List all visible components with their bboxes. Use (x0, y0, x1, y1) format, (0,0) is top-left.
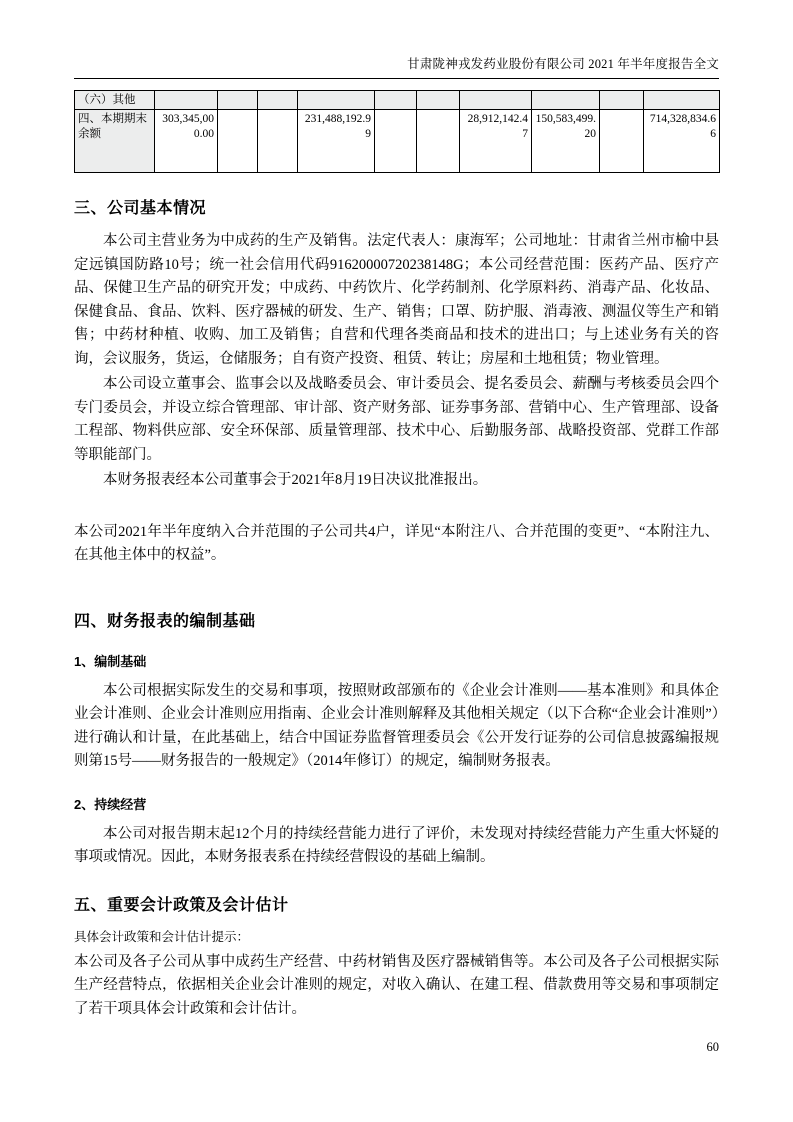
section-heading-basis-of-preparation: 四、财务报表的编制基础 (74, 612, 256, 630)
table-cell: 231,488,192.99 (298, 110, 375, 173)
note-accounting-policies: 具体会计政策和会计估计提示： (74, 929, 250, 944)
paragraph-approval: 本财务报表经本公司董事会于2021年8月19日决议批准报出。 (103, 472, 488, 489)
table-cell (375, 110, 417, 173)
paragraph-company-business: 本公司主营业务为中成药的生产及销售。法定代表人：康海军；公司地址：甘肃省兰州市榆中县定远镇国防路10号；统一社会信用代码91620000720238148G；本公司经营范围：医药产品、医疗产品、保健卫生产品的研究开发；中成药、中药饮片、化学药制剂、化学原料药、消毒产品、化妆品、保健食品、食品、饮料、医疗器械的研发、生产、销售；口罩、防护服、消毒液、测温仪等生产和销售；中药材种植、收购、加工及销售；自营和代理各类商品和技术的进出口；与上述业务有关的咨询，会议服务，货运，仓储服务；自有资产投资、租赁、转让；房屋和土地租赁；物业管理。 (74, 233, 719, 367)
table-cell: 714,328,834.66 (644, 110, 720, 173)
table-row (75, 110, 720, 173)
paragraph-consolidation-scope: 本公司2021年半年度纳入合并范围的子公司共4户，详见“本附注八、合并范围的变更”、“本附注九、在其他主体中的权益”。 (74, 523, 719, 564)
section-heading-company-basics: 三、公司基本情况 (74, 200, 207, 218)
subsection-heading-going-concern: 2、持续经营 (74, 796, 147, 812)
spacer (74, 495, 719, 521)
table-cell (417, 91, 460, 110)
table-cell: 28,912,142.47 (460, 110, 532, 173)
table-cell (600, 110, 644, 173)
table-cell (644, 91, 720, 110)
page-number: 60 (706, 1040, 719, 1054)
section-heading-accounting-policies: 五、重要会计政策及会计估计 (74, 896, 289, 914)
table-row-label: （六）其他 (75, 91, 155, 110)
subsection-heading-preparation-basis: 1、编制基础 (74, 653, 147, 669)
table-cell (460, 91, 532, 110)
paragraph-company-governance: 本公司设立董事会、监事会以及战略委员会、审计委员会、提名委员会、薪酬与考核委员会四个专门委员会，并设立综合管理部、审计部、资产财务部、证券事务部、营销中心、生产管理部、设备工程部、物料供应部、安全环保部、质量管理部、技术中心、后勤服务部、战略投资部、党群工作部等职能部门。 (74, 376, 719, 463)
table-row (75, 91, 720, 110)
table-row-label: 四、本期期末余额 (75, 110, 155, 173)
paragraph-going-concern: 本公司对报告期末起12个月的持续经营能力进行了评价，未发现对持续经营能力产生重大怀疑的事项或情况。因此，本财务报表系在持续经营假设的基础上编制。 (74, 825, 719, 866)
paragraph-accounting-policies: 本公司及各子公司从事中成药生产经营、中药材销售及医疗器械销售等。本公司及各子公司根据实际生产经营特点，依据相关企业会计准则的规定，对收入确认、在建工程、借款费用等交易和事项制定了若干项具体会计政策和会计估计。 (74, 953, 719, 1017)
table-cell (218, 110, 258, 173)
table-cell: 303,345,000.00 (155, 110, 218, 173)
table-cell (258, 110, 298, 173)
table-cell (532, 91, 600, 110)
table-cell (375, 91, 417, 110)
table-cell (218, 91, 258, 110)
header-divider (74, 78, 719, 79)
table-cell (600, 91, 644, 110)
page-content (74, 90, 719, 1023)
running-header: 甘肃陇神戎发药业股份有限公司 2021 年半年度报告全文 (407, 57, 719, 71)
financial-table (74, 90, 720, 173)
table-cell (258, 91, 298, 110)
table-cell: 150,583,499.20 (532, 110, 600, 173)
paragraph-preparation-basis: 本公司根据实际发生的交易和事项，按照财政部颁布的《企业会计准则——基本准则》和具体企业会计准则、企业会计准则应用指南、企业会计准则解释及其他相关规定（以下合称“企业会计准则”）进行确认和计量，在此基础上，结合中国证券监督管理委员会《公开发行证券的公司信息披露编报规则第15号——财务报告的一般规定》（2014年修订）的规定，编制财务报表。 (74, 682, 719, 770)
table-cell (155, 91, 218, 110)
spacer (74, 570, 719, 586)
table-cell (417, 110, 460, 173)
table-cell (298, 91, 375, 110)
